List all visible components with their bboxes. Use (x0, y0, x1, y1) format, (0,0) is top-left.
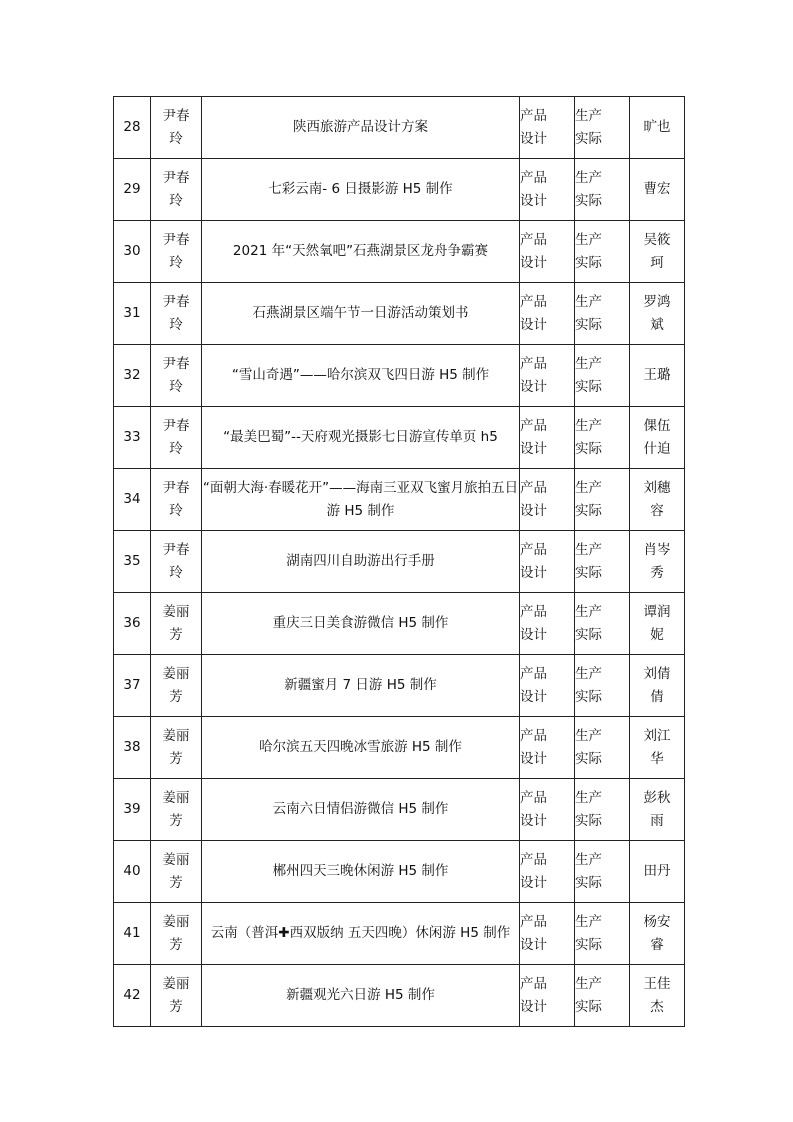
project-type-cell (520, 903, 575, 965)
table-row (114, 779, 685, 841)
project-type-cell (520, 345, 575, 407)
row-number: 39 (114, 779, 151, 841)
student-name-cell (630, 531, 685, 593)
advisor-name-cell (151, 469, 202, 531)
advisor-name-cell (151, 965, 202, 1027)
project-type: 产品设计 (520, 975, 547, 1015)
project-type: 产品设计 (520, 293, 547, 333)
student-name: 刘穗容 (643, 479, 671, 519)
project-title: 云南六日情侣游微信 H5 制作 (202, 779, 520, 841)
row-number: 35 (114, 531, 151, 593)
table-row (114, 283, 685, 345)
project-type-cell (520, 717, 575, 779)
student-name: 肖岑秀 (643, 541, 671, 581)
table-body (114, 97, 685, 1027)
project-source: 生产实际 (575, 107, 602, 147)
student-name: 彭秋雨 (643, 789, 671, 829)
row-number: 34 (114, 469, 151, 531)
advisor-name-cell (151, 593, 202, 655)
table-row (114, 469, 685, 531)
project-type-cell (520, 283, 575, 345)
student-name-cell (630, 841, 685, 903)
project-title: “面朝大海·春暖花开”——海南三亚双飞蜜月旅拍五日游 H5 制作 (202, 469, 520, 531)
advisor-name-cell (151, 283, 202, 345)
project-type: 产品设计 (520, 851, 547, 891)
student-name-cell (630, 779, 685, 841)
row-number: 42 (114, 965, 151, 1027)
project-source: 生产实际 (575, 355, 602, 395)
row-number: 33 (114, 407, 151, 469)
project-title: 哈尔滨五天四晚冰雪旅游 H5 制作 (202, 717, 520, 779)
advisor-name: 尹春玲 (162, 169, 190, 209)
project-type-cell (520, 779, 575, 841)
project-type: 产品设计 (520, 355, 547, 395)
advisor-name: 尹春玲 (162, 231, 190, 271)
advisor-name: 尹春玲 (162, 293, 190, 333)
advisor-name: 尹春玲 (162, 479, 190, 519)
advisor-name: 姜丽芳 (162, 665, 190, 705)
row-number: 28 (114, 97, 151, 159)
table-row (114, 717, 685, 779)
project-title: “雪山奇遇”——哈尔滨双飞四日游 H5 制作 (202, 345, 520, 407)
project-title: 石燕湖景区端午节一日游活动策划书 (202, 283, 520, 345)
student-name-cell (630, 159, 685, 221)
advisor-name: 尹春玲 (162, 541, 190, 581)
project-type: 产品设计 (520, 603, 547, 643)
project-source-cell (575, 903, 630, 965)
advisor-name: 尹春玲 (162, 417, 190, 457)
project-source: 生产实际 (575, 541, 602, 581)
table-row (114, 345, 685, 407)
advisor-name: 尹春玲 (162, 107, 190, 147)
project-type-cell (520, 159, 575, 221)
project-source: 生产实际 (575, 913, 602, 953)
project-type-cell (520, 593, 575, 655)
row-number: 37 (114, 655, 151, 717)
project-source-cell (575, 531, 630, 593)
advisor-name-cell (151, 779, 202, 841)
project-title: 重庆三日美食游微信 H5 制作 (202, 593, 520, 655)
table-row (114, 593, 685, 655)
project-source-cell (575, 655, 630, 717)
student-name-cell (630, 97, 685, 159)
design-topics-table (113, 96, 685, 1027)
project-type-cell (520, 97, 575, 159)
project-title: 云南（普洱✚西双版纳 五天四晚）休闲游 H5 制作 (202, 903, 520, 965)
table-row (114, 655, 685, 717)
student-name-cell (630, 221, 685, 283)
student-name: 倮伍什迫 (643, 417, 671, 457)
advisor-name-cell (151, 531, 202, 593)
project-title: 湖南四川自助游出行手册 (202, 531, 520, 593)
advisor-name-cell (151, 221, 202, 283)
project-type-cell (520, 841, 575, 903)
advisor-name: 姜丽芳 (162, 789, 190, 829)
project-type-cell (520, 221, 575, 283)
project-type: 产品设计 (520, 727, 547, 767)
project-type-cell (520, 407, 575, 469)
row-number: 36 (114, 593, 151, 655)
project-type: 产品设计 (520, 789, 547, 829)
advisor-name: 姜丽芳 (162, 975, 190, 1015)
student-name: 罗鸿斌 (643, 293, 671, 333)
advisor-name-cell (151, 407, 202, 469)
project-type-cell (520, 531, 575, 593)
advisor-name-cell (151, 159, 202, 221)
row-number: 38 (114, 717, 151, 779)
student-name-cell (630, 903, 685, 965)
row-number: 30 (114, 221, 151, 283)
project-type-cell (520, 469, 575, 531)
student-name: 旷也 (643, 119, 671, 136)
advisor-name-cell (151, 903, 202, 965)
project-title: 陕西旅游产品设计方案 (202, 97, 520, 159)
project-type: 产品设计 (520, 541, 547, 581)
project-title: 新疆蜜月 7 日游 H5 制作 (202, 655, 520, 717)
project-source-cell (575, 965, 630, 1027)
project-type: 产品设计 (520, 231, 547, 271)
row-number: 29 (114, 159, 151, 221)
project-source-cell (575, 97, 630, 159)
student-name: 刘倩倩 (643, 665, 671, 705)
project-source: 生产实际 (575, 789, 602, 829)
advisor-name: 尹春玲 (162, 355, 190, 395)
student-name-cell (630, 283, 685, 345)
project-type-cell (520, 965, 575, 1027)
project-source-cell (575, 283, 630, 345)
project-title: 新疆观光六日游 H5 制作 (202, 965, 520, 1027)
project-source-cell (575, 717, 630, 779)
advisor-name: 姜丽芳 (162, 727, 190, 767)
project-source: 生产实际 (575, 603, 602, 643)
project-source-cell (575, 593, 630, 655)
project-source: 生产实际 (575, 665, 602, 705)
advisor-name-cell (151, 717, 202, 779)
project-title: 2021 年“天然氧吧”石燕湖景区龙舟争霸赛 (202, 221, 520, 283)
student-name-cell (630, 345, 685, 407)
project-source-cell (575, 221, 630, 283)
advisor-name-cell (151, 841, 202, 903)
student-name-cell (630, 593, 685, 655)
project-type: 产品设计 (520, 665, 547, 705)
row-number: 40 (114, 841, 151, 903)
project-source-cell (575, 779, 630, 841)
advisor-name-cell (151, 345, 202, 407)
project-source: 生产实际 (575, 169, 602, 209)
student-name: 王璐 (643, 367, 671, 384)
project-source: 生产实际 (575, 479, 602, 519)
advisor-name-cell (151, 97, 202, 159)
table-row (114, 221, 685, 283)
project-type: 产品设计 (520, 417, 547, 457)
advisor-name-cell (151, 655, 202, 717)
project-title: 郴州四天三晚休闲游 H5 制作 (202, 841, 520, 903)
project-source: 生产实际 (575, 727, 602, 767)
student-name: 吴筱珂 (643, 231, 671, 271)
project-source-cell (575, 469, 630, 531)
project-source: 生产实际 (575, 417, 602, 457)
student-name: 刘江华 (643, 727, 671, 767)
student-name-cell (630, 965, 685, 1027)
project-source: 生产实际 (575, 231, 602, 271)
project-type: 产品设计 (520, 107, 547, 147)
student-name-cell (630, 407, 685, 469)
project-type: 产品设计 (520, 913, 547, 953)
advisor-name: 姜丽芳 (162, 851, 190, 891)
table-row (114, 159, 685, 221)
project-source-cell (575, 841, 630, 903)
row-number: 32 (114, 345, 151, 407)
project-source: 生产实际 (575, 293, 602, 333)
project-type: 产品设计 (520, 479, 547, 519)
student-name: 曹宏 (643, 181, 671, 198)
project-source-cell (575, 159, 630, 221)
project-source-cell (575, 407, 630, 469)
student-name-cell (630, 655, 685, 717)
row-number: 31 (114, 283, 151, 345)
project-source-cell (575, 345, 630, 407)
project-type: 产品设计 (520, 169, 547, 209)
table-row (114, 841, 685, 903)
table-row (114, 531, 685, 593)
project-type-cell (520, 655, 575, 717)
student-name: 谭润妮 (643, 603, 671, 643)
student-name-cell (630, 717, 685, 779)
student-name-cell (630, 469, 685, 531)
project-title: 七彩云南- 6 日摄影游 H5 制作 (202, 159, 520, 221)
student-name: 王佳杰 (643, 975, 671, 1015)
student-name: 田丹 (643, 863, 671, 880)
advisor-name: 姜丽芳 (162, 603, 190, 643)
table-row (114, 407, 685, 469)
project-source: 生产实际 (575, 975, 602, 1015)
table-row (114, 965, 685, 1027)
row-number: 41 (114, 903, 151, 965)
project-source: 生产实际 (575, 851, 602, 891)
advisor-name: 姜丽芳 (162, 913, 190, 953)
table-row (114, 903, 685, 965)
student-name: 杨安睿 (643, 913, 671, 953)
table-row (114, 97, 685, 159)
project-title: “最美巴蜀”--天府观光摄影七日游宣传单页 h5 (202, 407, 520, 469)
